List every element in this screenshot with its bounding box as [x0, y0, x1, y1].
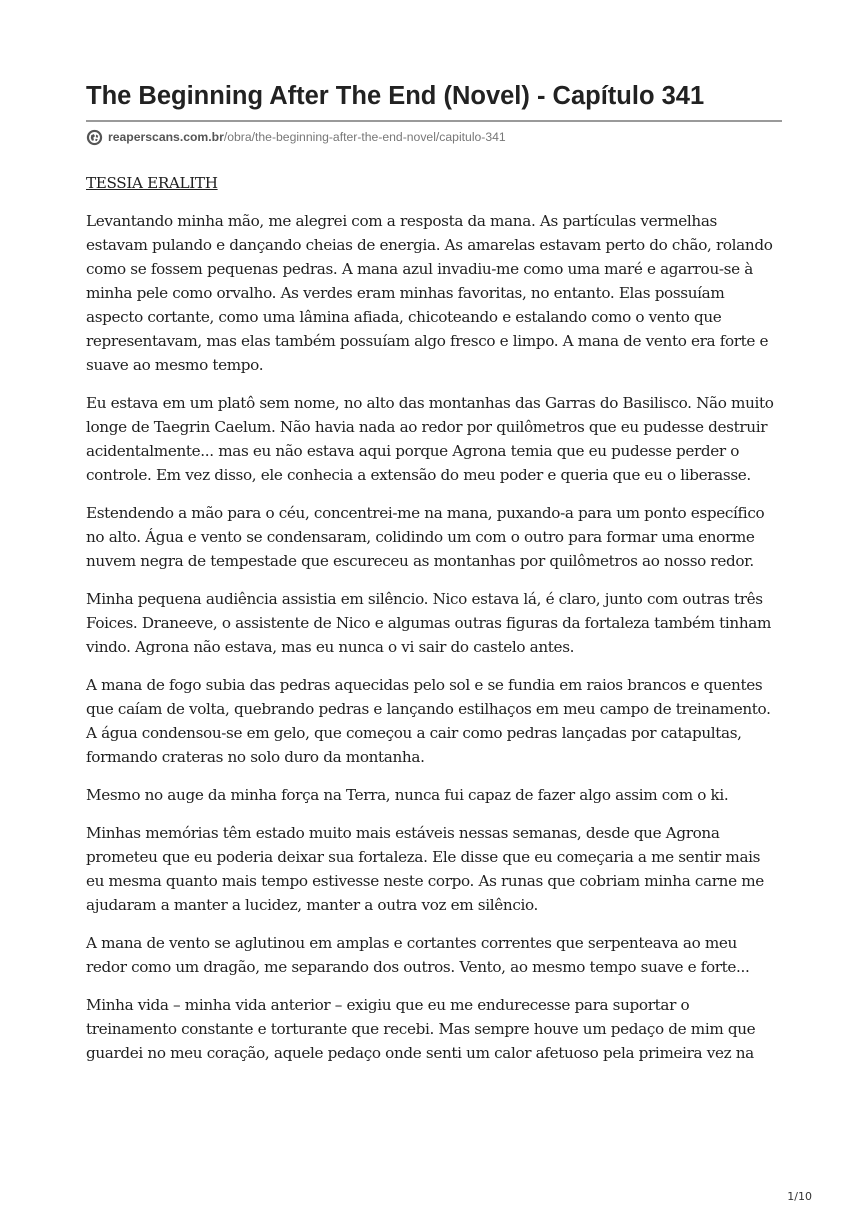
paragraph: Mesmo no auge da minha força na Terra, nunca fui capaz de fazer algo assim com o ki. [86, 786, 729, 804]
title-divider [86, 120, 782, 122]
source-line [86, 127, 782, 147]
paragraph: Minhas memórias têm estado muito mais estáveis nessas semanas, desde que Agrona prometeu que eu poderia deixar sua fortaleza. Ele disse que eu começaria a me sentir mais eu mesma quanto mais tempo estivesse neste corpo. As runas que cobriam minha carne me ajudaram a manter a lucidez, manter a outra voz em silêncio. [86, 824, 764, 914]
paragraph: A mana de vento se aglutinou em amplas e cortantes correntes que serpenteava ao meu redor como um dragão, me separando dos outros. Vento, ao mesmo tempo suave e forte... [86, 934, 750, 976]
paragraph: Minha pequena audiência assistia em silêncio. Nico estava lá, é claro, junto com outras três Foices. Draneeve, o assistente de Nico e algumas outras figuras da fortaleza também tinham vindo. Agrona não estava, mas eu nunca o vi sair do castelo antes. [86, 590, 772, 656]
document-page [86, 78, 782, 1079]
paragraph: Minha vida – minha vida anterior – exigiu que eu me endurecesse para suportar o treinamento constante e torturante que recebi. Mas sempre houve um pedaço de mim que guardei no meu coração, aquele pedaço onde senti um calor afetuoso pela primeira vez na [86, 996, 756, 1062]
article-body [86, 171, 782, 1065]
globe-icon [86, 129, 103, 146]
paragraph: Estendendo a mão para o céu, concentrei-me na mana, puxando-a para um ponto específico no alto. Água e vento se condensaram, colidindo um com o outro para formar uma enorme nuvem negra de tempestade que escureceu as montanhas por quilômetros ao nosso redor. [86, 504, 765, 570]
document-title: The Beginning After The End (Novel) - Capítulo 341 [86, 82, 705, 110]
paragraph: Levantando minha mão, me alegrei com a resposta da mana. As partículas vermelhas estavam pulando e dançando cheias de energia. As amarelas estavam perto do chão, rolando como se fossem pequenas pedras. A mana azul invadiu-me como uma maré e agarrou-se à minha pele como orvalho. As verdes eram minhas favoritas, no entanto. Elas possuíam aspecto cortante, como uma lâmina afiada, chicoteando e estalando como o vento que representavam, mas elas também possuíam algo fresco e limpo. A mana de vento era forte e suave ao mesmo tempo. [86, 212, 773, 374]
paragraph: Eu estava em um platô sem nome, no alto das montanhas das Garras do Basilisco. Não muito longe de Taegrin Caelum. Não havia nada ao redor por quilômetros que eu pudesse destruir acidentalmente... mas eu não estava aqui porque Agrona temia que eu pudesse perder o controle. Em vez disso, ele conhecia a extensão do meu poder e queria que eu o liberasse. [86, 394, 774, 484]
speaker-heading: TESSIA ERALITH [86, 174, 218, 192]
source-link[interactable] [108, 130, 506, 144]
page-number: 1/10 [787, 1190, 812, 1203]
source-path: /obra/the-beginning-after-the-end-novel/capitulo-341 [223, 130, 506, 144]
source-domain: reaperscans.com.br [108, 130, 224, 144]
paragraph: A mana de fogo subia das pedras aquecidas pelo sol e se fundia em raios brancos e quentes que caíam de volta, quebrando pedras e lançando estilhaços em meu campo de treinamento. A água condensou-se em gelo, que começou a cair como pedras lançadas por catapultas, formando crateras no solo duro da montanha. [86, 676, 771, 766]
